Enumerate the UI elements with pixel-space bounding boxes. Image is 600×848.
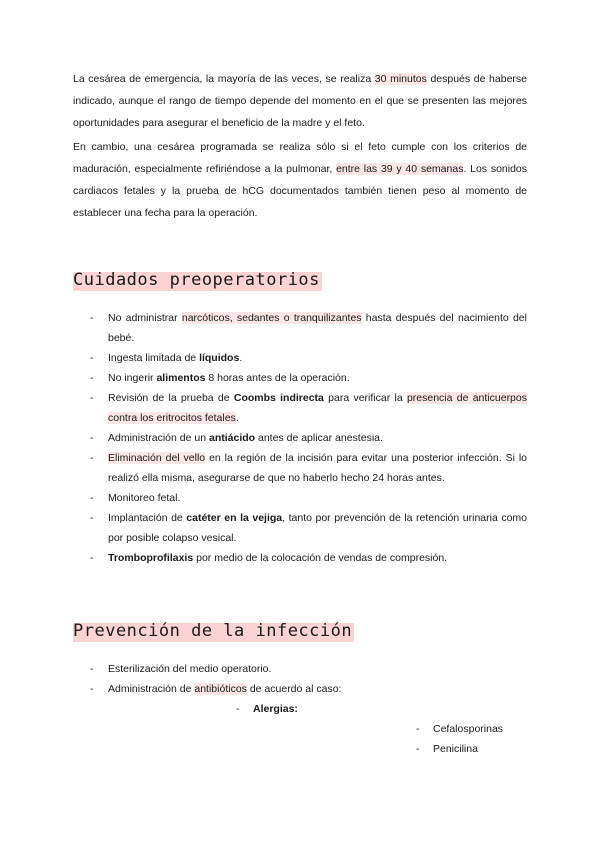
section-heading-preoperative: Cuidados preoperatorios [73, 267, 322, 293]
list-item: - Implantación de catéter en la vejiga, tanto por prevención de la retención urinaria como por posible colapso vesical. [90, 512, 528, 544]
list-item: - Eliminación del vello en la región de la incisión para evitar una posterior infección. Si lo realizó ella misma, asegurarse de que no haberlo hecho 24 horas antes. [90, 452, 527, 484]
list-item: - Esterilización del medio operatorio. [90, 663, 272, 675]
list-item: - Penicilina [416, 743, 478, 755]
preoperative-list [0, 308, 600, 568]
list-item: - Administración de un antiácido antes de aplicar anestesia. [90, 432, 383, 444]
list-item: - Ingesta limitada de líquidos. [90, 352, 243, 364]
list-item: - Administración de antibióticos de acuerdo al caso: - Alergias: - Cefalosporinas - Penicilina [0, 679, 600, 759]
highlight: 30 minutos [374, 73, 427, 85]
list-item: - Tromboprofilaxis por medio de la colocación de vendas de compresión. [90, 552, 448, 564]
list-item: - Monitoreo fetal. [90, 492, 181, 504]
nested-sublist [253, 719, 504, 759]
infection-list [0, 659, 600, 759]
intro-paragraph-1: La cesárea de emergencia, la mayoría de las veces, se realiza 30 minutos después de haberse indicado, aunque el rango de tiempo depende del momento en el que se presenten las mejores oportunidades para asegurar el beneficio de la madre y el feto. [73, 73, 527, 129]
section-heading-infection-prevention: Prevención de la infección [73, 618, 354, 644]
list-item: - Cefalosporinas [416, 723, 504, 735]
list-item: - Revisión de la prueba de Coombs indirecta para verificar la presencia de anticuerpos contra los eritrocitos fetales. [90, 392, 527, 424]
list-item: - No administrar narcóticos, sedantes o tranquilizantes hasta después del nacimiento del bebé. [90, 312, 527, 344]
sublist [108, 699, 527, 759]
list-item: - No ingerir alimentos 8 horas antes de la operación. [90, 372, 350, 384]
highlight: entre las 39 y 40 semanas [336, 163, 464, 175]
list-item: - Alergias: - Cefalosporinas - Penicilina [108, 699, 527, 759]
intro-paragraph-2: En cambio, una cesárea programada se realiza sólo si el feto cumple con los criterios de maduración, especialmente refiriéndose a la pulmonar, entre las 39 y 40 semanas. Los sonidos cardiacos fetales y la prueba de hCG documentados también tienen peso al momento de establecer una fecha para la operación. [73, 141, 528, 219]
